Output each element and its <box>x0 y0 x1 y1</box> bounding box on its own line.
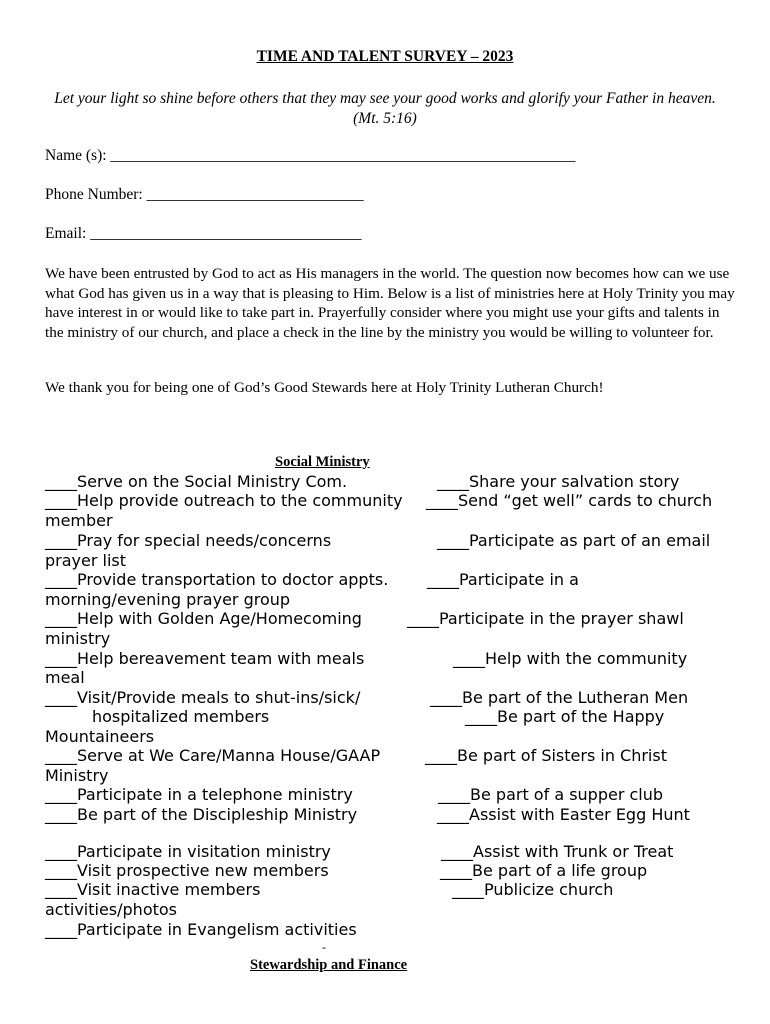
list-item[interactable]: ____Serve on the Social Ministry Com. <box>45 472 348 491</box>
list-item-continuation: ministry <box>45 629 111 648</box>
list-item[interactable]: ____Be part of the Lutheran Men <box>430 688 689 707</box>
list-item-continuation: meal <box>45 668 85 687</box>
list-item-continuation: activities/photos <box>45 900 178 919</box>
list-item[interactable]: ____Participate in a <box>427 570 579 589</box>
social-ministry-heading: Social Ministry <box>275 454 370 470</box>
list-item[interactable]: ____Help provide outreach to the community <box>45 491 403 510</box>
list-item[interactable]: ____Participate in the prayer shawl <box>407 609 684 628</box>
list-item-continuation: Ministry <box>45 766 109 785</box>
scripture-verse: Let your light so shine before others that they may see your good works and glorify your Father in heaven. (Mt. 5:16) <box>54 90 716 127</box>
separator-dash: - <box>322 940 326 954</box>
list-item-continuation: morning/evening prayer group <box>45 590 291 609</box>
list-item-continuation: member <box>45 511 113 530</box>
phone-field[interactable]: Phone Number: ____________________________ <box>45 186 364 203</box>
list-item[interactable]: ____Serve at We Care/Manna House/GAAP <box>45 746 381 765</box>
list-item[interactable]: ____Be part of a life group <box>440 861 648 880</box>
name-field[interactable]: Name (s): ____________________________________________________________ <box>45 147 576 164</box>
list-item-continuation: prayer list <box>45 551 127 570</box>
thanks-paragraph: We thank you for being one of God’s Good Stewards here at Holy Trinity Lutheran Church! <box>45 379 604 396</box>
list-item[interactable]: ____Publicize church <box>452 880 614 899</box>
list-item[interactable]: ____Provide transportation to doctor appts. <box>45 570 389 589</box>
list-item[interactable]: ____Assist with Easter Egg Hunt <box>437 805 690 824</box>
page-title: TIME AND TALENT SURVEY – 2023 <box>256 48 514 65</box>
list-item[interactable]: ____Share your salvation story <box>437 472 680 491</box>
list-item[interactable]: ____Pray for special needs/concerns <box>45 531 332 550</box>
list-item[interactable]: ____Participate in Evangelism activities <box>45 920 357 939</box>
list-item-continuation: Mountaineers <box>45 727 155 746</box>
stewardship-heading: Stewardship and Finance <box>250 957 408 973</box>
list-item[interactable]: ____Be part of the Happy <box>465 707 665 726</box>
list-item[interactable]: ____Visit inactive members <box>45 880 261 899</box>
list-item[interactable]: ____Be part of Sisters in Christ <box>425 746 667 765</box>
list-item[interactable]: ____Help with the community <box>453 649 688 668</box>
list-item[interactable]: ____Help bereavement team with meals <box>45 649 365 668</box>
email-field[interactable]: Email: ___________________________________ <box>45 225 362 242</box>
list-item[interactable]: ____Assist with Trunk or Treat <box>441 842 674 861</box>
list-item[interactable]: ____Be part of the Discipleship Ministry <box>45 805 358 824</box>
list-item[interactable]: ____Send “get well” cards to church <box>426 491 713 510</box>
list-item[interactable]: ____Help with Golden Age/Homecoming <box>45 609 362 628</box>
list-item[interactable]: ____Participate in visitation ministry <box>45 842 331 861</box>
list-item[interactable]: ____Visit prospective new members <box>45 861 329 880</box>
list-item[interactable]: ____Visit/Provide meals to shut-ins/sick/ <box>45 688 361 707</box>
list-item[interactable]: ____Be part of a supper club <box>438 785 664 804</box>
intro-paragraph: We have been entrusted by God to act as His managers in the world. The question now becomes how can we use what God has given us in a way that is pleasing to Him. Below is a list of ministries here at Holy Trinity you may have interest in or would like to take part in. Prayerfully consider where you might use your gifts and talents in the ministry of our church, and place a check in the line by the ministry you would be willing to volunteer for. <box>45 265 735 341</box>
list-item[interactable]: ____Participate as part of an email <box>437 531 711 550</box>
list-item[interactable]: ____Participate in a telephone ministry <box>45 785 353 804</box>
list-item-continuation: hospitalized members <box>92 707 270 726</box>
